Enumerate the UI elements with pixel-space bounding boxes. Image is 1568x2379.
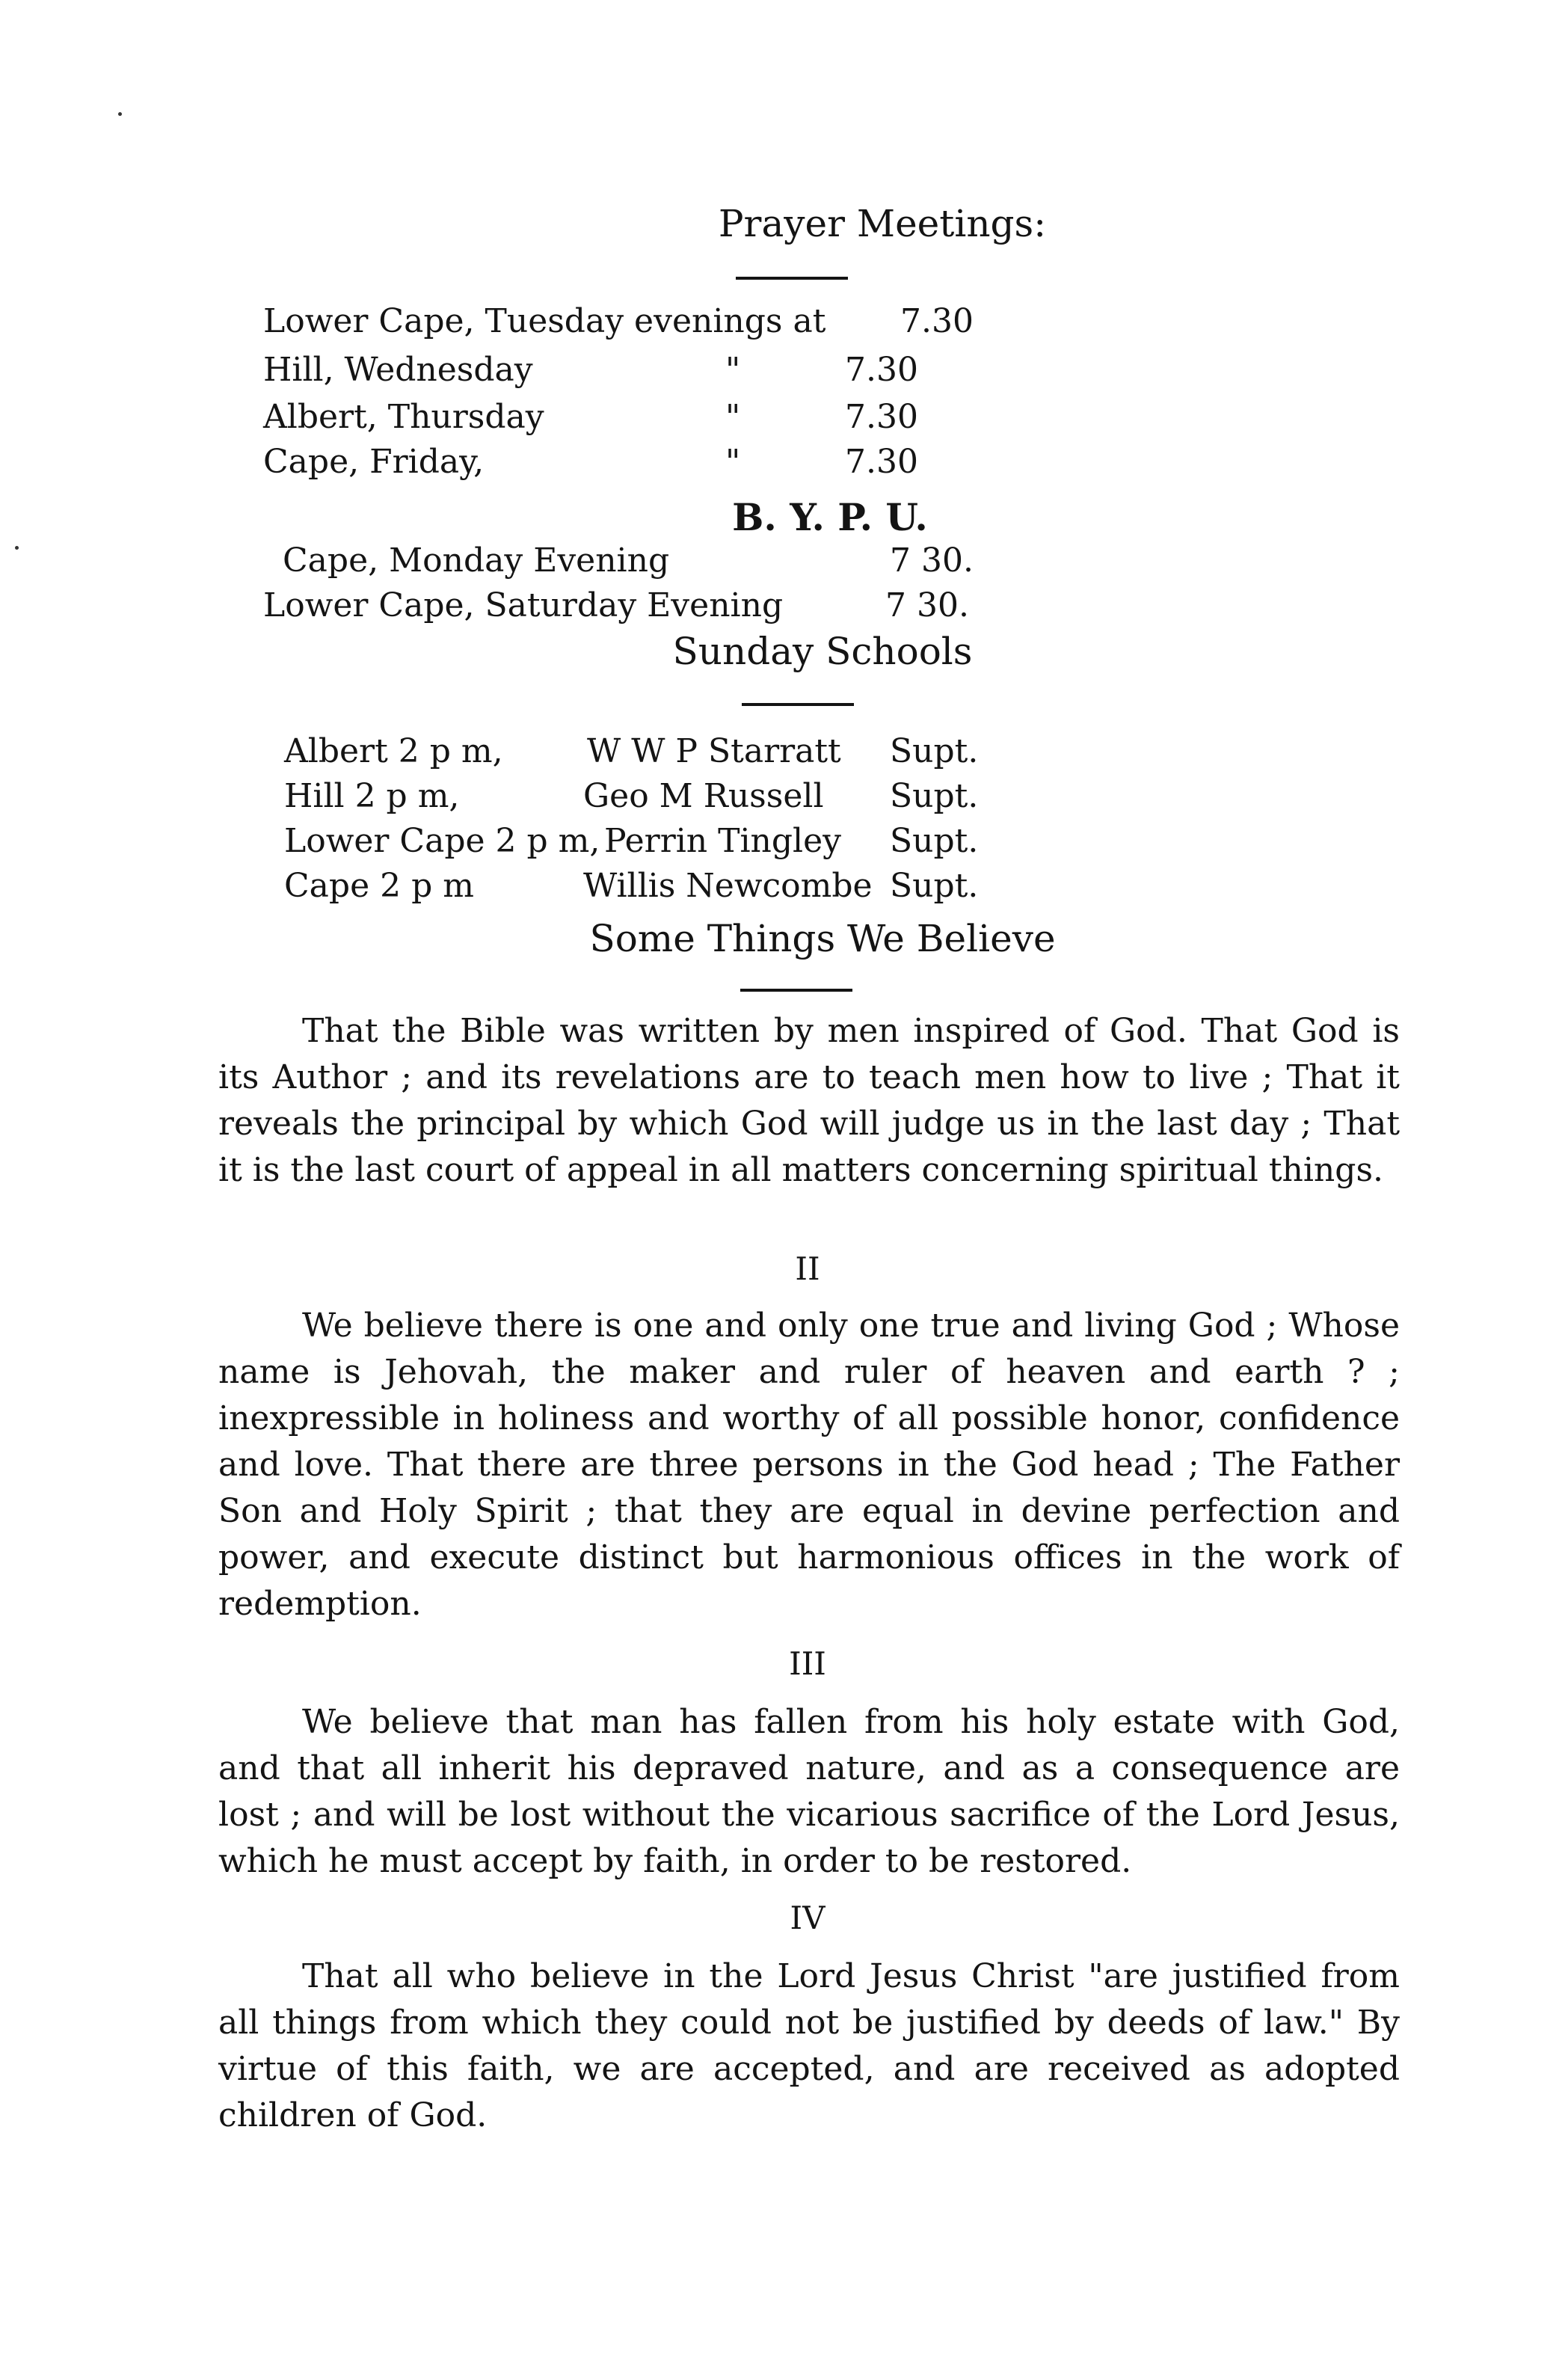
superintendent-name: Geo M Russell	[583, 777, 824, 815]
prayer-meetings-title: Prayer Meetings:	[718, 202, 1047, 245]
meeting-time: 7 30.	[885, 586, 969, 624]
title-rule	[736, 277, 848, 280]
superintendent-title: Supt.	[890, 777, 979, 815]
prayer-meeting-row	[263, 395, 974, 440]
belief-paragraph-2: We believe there is one and only one true and living God ; Whose name is Jehovah, the maker and ruler of heaven and earth ? ; inexpressible in holiness and worthy of all possible honor, confidence and love. That there are three persons in the God head ; The Father Son and Holy Spirit ; that they are equal in devine perfection and power, and execute distinct but harmonious offices in the work of redemption.	[218, 1307, 1400, 1623]
superintendent-title: Supt.	[890, 822, 979, 860]
title-rule	[740, 989, 852, 992]
sunday-schools-title: Sunday Schools	[672, 630, 973, 673]
ditto-mark: "	[725, 398, 741, 436]
title-rule	[742, 703, 854, 706]
belief-paragraph-4: That all who believe in the Lord Jesus Christ "are justified from all things from which they could not be justified by deeds of law." By virtue of this faith, we are accepted, and are received as adopted children of God.	[218, 1957, 1400, 2134]
sunday-school-row	[284, 729, 1032, 774]
meeting-time: 7.30	[845, 398, 918, 436]
prayer-meeting-row	[263, 299, 974, 344]
superintendent-name: Willis Newcombe	[583, 867, 873, 905]
section-numeral: IV	[790, 1900, 825, 1936]
bypu-title: B. Y. P. U.	[732, 495, 928, 539]
beliefs-title: Some Things We Believe	[589, 917, 1056, 960]
superintendent-name: Perrin Tingley	[604, 822, 842, 860]
section-numeral: III	[789, 1645, 826, 1682]
scan-speck	[15, 546, 19, 550]
meeting-time: 7.30	[900, 302, 974, 340]
section-numeral: II	[795, 1250, 820, 1287]
meeting-time: 7.30	[845, 443, 918, 481]
belief-paragraph-1: That the Bible was written by men inspired of God. That God is its Author ; and its revelations are to teach men how to live ; That it reveals the principal by which God will judge us in the last day ; That it is the last court of appeal in all matters concerning spiritual things.	[218, 1012, 1400, 1189]
school-place: Albert 2 p m,	[284, 732, 503, 770]
superintendent-title: Supt.	[890, 732, 979, 770]
bypu-row	[263, 583, 974, 628]
school-place: Lower Cape 2 p m,	[284, 822, 600, 860]
meeting-place: Lower Cape, Saturday Evening	[263, 586, 784, 624]
superintendent-name: W W P Starratt	[587, 732, 841, 770]
sunday-school-row	[284, 774, 1032, 819]
belief-paragraph-3: We believe that man has fallen from his holy estate with God, and that all inherit his depraved nature, and as a consequence are lost ; and will be lost without the vicarious sacrifice of the Lord Jesus, which he must accept by faith, in order to be restored.	[218, 1703, 1400, 1880]
ditto-mark: "	[725, 351, 741, 389]
scan-speck	[118, 112, 122, 116]
meeting-time: 7 30.	[890, 541, 974, 580]
meeting-place: Lower Cape, Tuesday evenings at	[263, 302, 826, 340]
meeting-place: Albert, Thursday	[263, 398, 544, 436]
school-place: Hill 2 p m,	[284, 777, 460, 815]
meeting-place: Hill, Wednesday	[263, 351, 533, 389]
bypu-row	[283, 538, 993, 583]
meeting-place: Cape, Friday,	[263, 443, 485, 481]
sunday-school-row	[284, 864, 1032, 909]
meeting-time: 7.30	[845, 351, 918, 389]
school-place: Cape 2 p m	[284, 867, 474, 905]
prayer-meeting-row	[263, 348, 974, 393]
prayer-meeting-row	[263, 440, 974, 485]
ditto-mark: "	[725, 443, 741, 481]
sunday-school-row	[284, 819, 1032, 864]
meeting-place: Cape, Monday Evening	[283, 541, 670, 580]
superintendent-title: Supt.	[890, 867, 979, 905]
